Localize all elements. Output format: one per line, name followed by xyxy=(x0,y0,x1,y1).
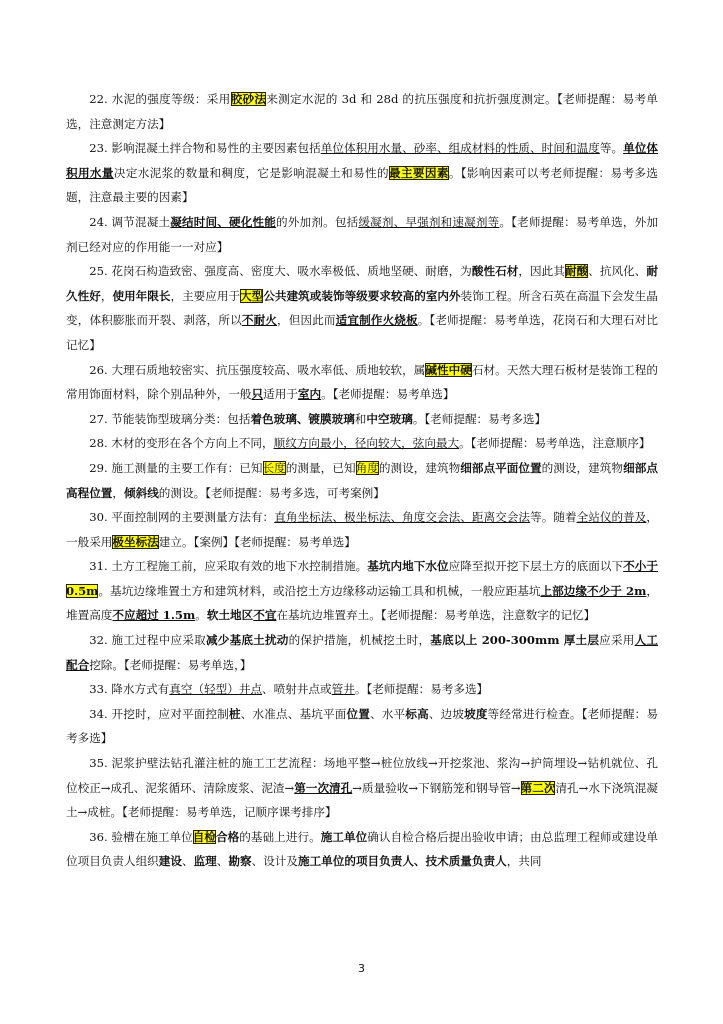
text-run: 决定水泥浆的数量和稠度，它是影响混凝土和易性的 xyxy=(113,165,389,180)
paragraph-item xyxy=(66,677,658,702)
text-run: 适用于 xyxy=(263,387,298,402)
paragraph-item xyxy=(66,431,658,456)
paragraph-item xyxy=(66,358,658,407)
text-run: 。【老师提醒：易考单选，注意顺序】 xyxy=(459,436,651,451)
text-run: 等。 xyxy=(599,141,624,156)
text-run: 在基坑边堆置弃土。【老师提醒：易考单选，注意数字的记忆】 xyxy=(276,608,596,623)
text-run: ，因此其 xyxy=(518,264,565,279)
emphasized-text: 第二次 xyxy=(520,780,556,795)
text-run: 等经常进行检查。【老师提醒：易考多选】 xyxy=(66,706,658,746)
text-run: ，一般采用 xyxy=(66,510,658,549)
paragraph-item xyxy=(66,702,658,751)
text-run: 和 xyxy=(354,411,367,426)
text-run: 的保护措施，机械挖土时， xyxy=(288,633,431,648)
text-run: 挖除。【老师提醒：易考单选，】 xyxy=(89,657,252,672)
paragraph-item xyxy=(66,825,658,874)
emphasized-text: 第一次清孔 xyxy=(294,780,353,795)
emphasized-text: 标高 xyxy=(405,706,429,721)
text-run: 29. 施工测量的主要工作有：已知 xyxy=(89,460,263,475)
emphasized-text: 建设 xyxy=(158,854,182,869)
emphasized-text: 细部点平面位置 xyxy=(460,460,542,475)
paragraph-item xyxy=(66,456,658,505)
text-run: 28. 木材的变形在各个方向上不同， xyxy=(89,436,274,451)
emphasized-text: 施工单位的项目负责人、技术质量负责人 xyxy=(297,854,507,869)
emphasized-text: 使用年限长 xyxy=(112,288,171,303)
text-run: 31. 土方工程施工前，应采取有效的地下水控制措施。 xyxy=(89,559,368,574)
emphasized-text: 单位体积用水量 xyxy=(66,141,658,180)
paragraph-item xyxy=(66,554,658,628)
text-run: 、水准点、基坑平面 xyxy=(240,706,347,721)
emphasized-text: 公共建筑或装饰等级要求较高的 xyxy=(263,288,426,303)
text-run: 34. 开挖时，应对平面控制 xyxy=(89,706,229,721)
emphasized-text: 倾斜线 xyxy=(124,485,159,500)
emphasized-text: 耐久性好 xyxy=(66,264,658,303)
emphasized-text: 中空玻璃 xyxy=(366,411,413,426)
emphasized-text: 勘察 xyxy=(228,854,252,869)
text-run: 。【老师提醒：易考单选，花岗石和大理石对比记忆】 xyxy=(66,313,658,352)
emphasized-text: 基坑内地下水位 xyxy=(367,559,449,574)
text-run: 。 xyxy=(195,608,207,623)
text-run: 的基础上进行。 xyxy=(239,829,321,844)
text-run: 26. 大理石质地较密实、抗压强度较高、吸水率低、质地较软，属 xyxy=(89,362,426,377)
text-run: ，但因此而 xyxy=(277,313,336,328)
emphasized-text: 直角坐标法、极坐标法、角度交会法、距离交会法 xyxy=(274,510,531,525)
emphasized-text: 不耐火 xyxy=(241,313,278,328)
text-run: ，主要应用于 xyxy=(170,288,241,303)
emphasized-text: 极坐标法 xyxy=(112,534,159,549)
paragraph-item xyxy=(66,87,658,136)
text-run: 。【老师提醒：易考单选，外加剂已经对应的作用能一一对应】 xyxy=(66,214,658,254)
text-run: 25. 花岗石构造致密、强度高、密度大、吸水率极低、质地坚硬、耐磨，为 xyxy=(89,264,472,279)
emphasized-text: 适宜制作火烧板 xyxy=(335,313,418,328)
emphasized-text: 碱性中硬 xyxy=(425,362,472,377)
emphasized-text: 桩 xyxy=(229,706,241,721)
emphasized-text: 位置 xyxy=(346,706,371,721)
text-run: 、 xyxy=(216,854,229,869)
page-number: 3 xyxy=(358,962,365,975)
emphasized-text: 减少基底土扰动 xyxy=(205,633,289,648)
text-run: 的外加剂。包括 xyxy=(276,214,359,229)
text-run: 23. 影响混凝土拌合物和易性的主要因素包括 xyxy=(89,141,321,156)
paragraph-item xyxy=(66,751,658,825)
paragraph-item xyxy=(66,628,658,677)
text-run: 等。随着 xyxy=(530,510,577,525)
text-run: 、抗风化、 xyxy=(588,264,647,279)
text-run: 22. 水泥的强度等级：采用 xyxy=(89,92,231,106)
text-run: 的测设。【老师提醒：易考多选，可考案例】 xyxy=(158,485,385,500)
emphasized-text: 不应超过 1.5m xyxy=(112,608,196,623)
emphasized-text: 合格 xyxy=(216,829,240,844)
emphasized-text: 不小于 xyxy=(623,559,658,574)
emphasized-text: 耐酸 xyxy=(564,264,589,279)
emphasized-text: 上部边缘不少于 2m xyxy=(540,583,647,598)
emphasized-text: 凝结时间、硬化性能 xyxy=(170,214,277,229)
text-run: 、水平 xyxy=(370,706,406,721)
paragraph-item xyxy=(66,505,658,554)
emphasized-text: 最主要因素 xyxy=(389,165,449,180)
text-run: 。【老师提醒：易考多选】 xyxy=(354,682,489,697)
emphasized-text: 人工配合 xyxy=(66,633,658,672)
text-run: ， xyxy=(112,485,124,500)
emphasized-text: 真空（轻型）井点 xyxy=(169,682,263,697)
emphasized-text: 基底以上 200-300mm 厚土层 xyxy=(430,633,600,648)
emphasized-text: 单位体积用水量、砂率、组成材料的性质、时间和温度 xyxy=(320,141,600,156)
text-run: 35. 泥浆护壁法钻孔灌注桩的施工工艺流程：场地平整→桩位放线→开挖浆池、浆沟→护筒埋设→钻机就位、孔位校正→成孔、泥浆循环、清除废浆、泥渣→ xyxy=(66,756,658,795)
emphasized-text: 管井 xyxy=(331,682,355,697)
document-body xyxy=(66,87,658,874)
text-run: 清孔→水下浇筑混凝土→成桩。【老师提醒：易考单选，记顺序课考排序】 xyxy=(66,780,658,820)
emphasized-text: 坡度 xyxy=(464,706,488,721)
emphasized-text: 胶砂法 xyxy=(230,92,267,106)
text-run: 来测定水泥的 3d 和 28d 的抗压强度和抗折强度测定。【老师提醒：易考单选，注意测定方法】 xyxy=(66,92,658,131)
text-run: ，共同 xyxy=(506,854,542,869)
text-run: 27. 节能装饰型玻璃分类：包括 xyxy=(89,411,251,426)
text-run: ， xyxy=(100,288,113,303)
emphasized-text: 顺纹方向最小，径向较大，弦向最大 xyxy=(273,436,460,451)
text-run: 。【影响因素可以考老师提醒：易考多选题，注意最主要的因素】 xyxy=(66,165,658,205)
text-run: 、边坡 xyxy=(428,706,465,721)
text-run: 33. 降水方式有 xyxy=(89,682,170,697)
emphasized-text: 酸性石材 xyxy=(471,264,519,279)
emphasized-text: 不宜 xyxy=(253,608,277,623)
emphasized-text: 角度 xyxy=(355,460,379,475)
text-run: 、喷射井点或 xyxy=(262,682,332,697)
paragraph-item xyxy=(66,210,658,259)
emphasized-text: 软土地区 xyxy=(206,608,254,623)
emphasized-text: 监理 xyxy=(193,854,217,869)
text-run: 、 xyxy=(181,854,194,869)
emphasized-text: 大型 xyxy=(240,288,264,303)
paragraph-item xyxy=(66,259,658,357)
text-run: 的测设，建筑物 xyxy=(378,460,461,475)
emphasized-text: 细部点高程位置 xyxy=(66,460,658,500)
text-run: 。【老师提醒：易考单选】 xyxy=(321,387,455,402)
text-run: 30. 平面控制网的主要测量方法有： xyxy=(89,510,275,525)
text-run: 应采用 xyxy=(599,633,635,648)
emphasized-text: 自检 xyxy=(192,829,217,844)
text-run: 的测设，建筑物 xyxy=(541,460,624,475)
text-run: ，堆置高度 xyxy=(66,583,658,623)
text-run: →质量验收→下钢筋笼和钢导管→ xyxy=(352,780,521,795)
text-run: 36. 验槽在施工单位 xyxy=(89,829,193,844)
paragraph-item xyxy=(66,136,658,210)
text-run: 24. 调节混凝土 xyxy=(89,214,171,229)
emphasized-text: 长度 xyxy=(262,460,286,475)
text-run: 的测量，已知 xyxy=(285,460,356,475)
emphasized-text: 室内外 xyxy=(425,288,461,303)
text-run: 应降至拟开挖下层土方的底面以下 xyxy=(448,559,624,574)
text-run: 。基坑边缘堆置土方和建筑材料，或沿挖土方边缘移动运输工具和机械，一般应距基坑 xyxy=(98,583,541,598)
emphasized-text: 只 xyxy=(251,387,264,402)
emphasized-text: 全站仪的普及 xyxy=(576,510,647,525)
text-run: 石材。天然大理石板材是装饰工程的常用饰面材料，除个别品种外，一般 xyxy=(66,362,658,402)
text-run: 32. 施工过程中应采取 xyxy=(89,633,206,648)
text-run: 确认自检合格后提出验收申请；由总监理工程师或建设单位项目负责人组织 xyxy=(66,829,658,869)
text-run: 装饰工程。所含石英在高温下会发生晶变，体积膨胀而开裂、剥落，所以 xyxy=(66,288,658,328)
emphasized-text: 施工单位 xyxy=(320,829,368,844)
text-run: 。【老师提醒：易考多选】 xyxy=(412,411,547,426)
text-run: 、设计及 xyxy=(251,854,298,869)
text-run: 建立。【案例】【老师提醒：易考单选】 xyxy=(158,534,356,549)
emphasized-text: 着色玻璃、镀膜玻璃 xyxy=(250,411,355,426)
emphasized-text: 缓凝剂、早强剂和速凝剂等 xyxy=(358,214,500,229)
emphasized-text: 0.5m xyxy=(66,583,99,598)
emphasized-text: 室内 xyxy=(297,387,322,402)
paragraph-item xyxy=(66,407,658,432)
